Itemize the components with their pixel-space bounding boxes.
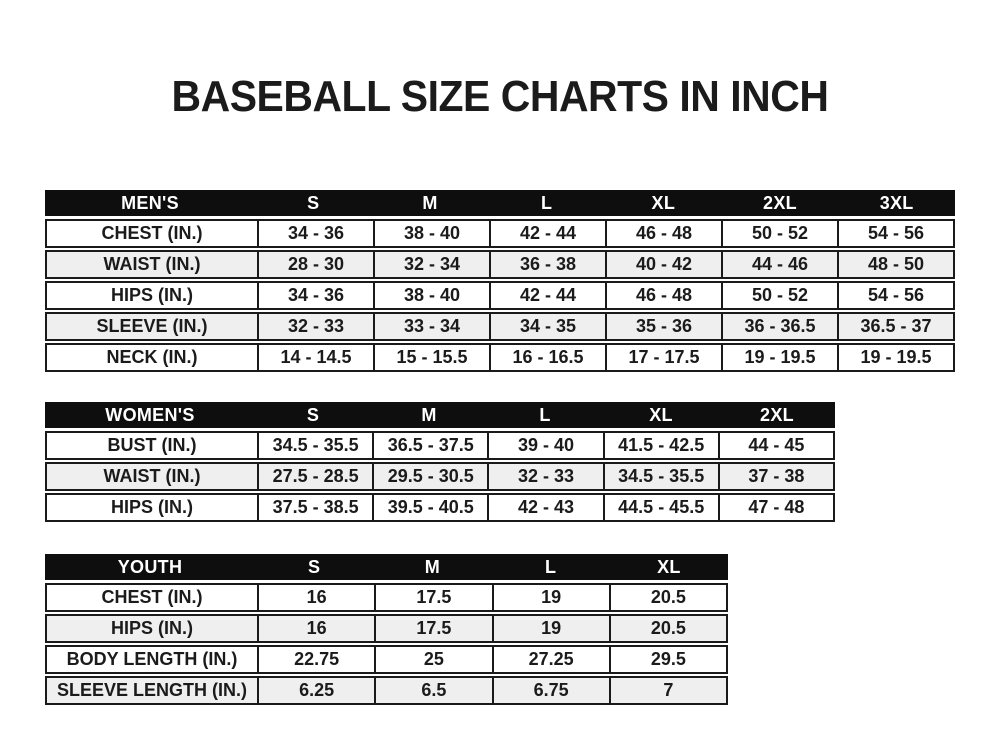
- size-value: 17.5: [374, 585, 491, 610]
- size-value: 54 - 56: [837, 221, 953, 246]
- youth-table-header: [45, 554, 728, 580]
- size-value: 28 - 30: [257, 252, 373, 277]
- size-value: 19: [492, 616, 609, 641]
- size-value: 42 - 44: [489, 283, 605, 308]
- size-value: 47 - 48: [718, 495, 833, 520]
- size-value: 33 - 34: [373, 314, 489, 339]
- size-column-header: L: [544, 557, 557, 577]
- size-value: 32 - 33: [257, 314, 373, 339]
- table-row: [45, 250, 955, 279]
- size-value: 34 - 35: [489, 314, 605, 339]
- table-row: [45, 462, 835, 491]
- size-value: 7: [609, 678, 726, 703]
- womens-table-header: [45, 402, 835, 428]
- size-value: 25: [374, 647, 491, 672]
- row-label: BUST (IN.): [107, 435, 197, 455]
- size-value: 17 - 17.5: [605, 345, 721, 370]
- size-value: 39.5 - 40.5: [372, 495, 487, 520]
- size-value: 40 - 42: [605, 252, 721, 277]
- youth-size-table: [45, 554, 728, 705]
- womens-size-table: [45, 402, 835, 522]
- size-value: 50 - 52: [721, 283, 837, 308]
- size-value: 36.5 - 37.5: [372, 433, 487, 458]
- size-value: 42 - 43: [487, 495, 602, 520]
- size-value: 14 - 14.5: [257, 345, 373, 370]
- size-column-header: 3XL: [879, 193, 914, 213]
- size-value: 34.5 - 35.5: [257, 433, 372, 458]
- size-value: 16: [257, 616, 374, 641]
- size-value: 6.25: [257, 678, 374, 703]
- size-value: 6.5: [374, 678, 491, 703]
- row-label: SLEEVE (IN.): [96, 316, 208, 336]
- row-label: CHEST (IN.): [101, 223, 203, 243]
- size-value: 20.5: [609, 585, 726, 610]
- table-row: [45, 431, 835, 460]
- size-value: 37.5 - 38.5: [257, 495, 372, 520]
- table-row: [45, 645, 728, 674]
- size-value: 36.5 - 37: [837, 314, 953, 339]
- size-value: 17.5: [374, 616, 491, 641]
- size-value: 46 - 48: [605, 283, 721, 308]
- size-value: 29.5 - 30.5: [372, 464, 487, 489]
- size-value: 50 - 52: [721, 221, 837, 246]
- size-column-header: XL: [651, 193, 676, 213]
- row-label: SLEEVE LENGTH (IN.): [56, 680, 247, 700]
- size-column-header: M: [422, 193, 438, 213]
- size-value: 37 - 38: [718, 464, 833, 489]
- size-value: 38 - 40: [373, 283, 489, 308]
- size-value: 19 - 19.5: [837, 345, 953, 370]
- size-value: 32 - 33: [487, 464, 602, 489]
- size-value: 44 - 45: [718, 433, 833, 458]
- size-value: 27.25: [492, 647, 609, 672]
- size-value: 22.75: [257, 647, 374, 672]
- table-row: [45, 219, 955, 248]
- table-row: [45, 614, 728, 643]
- size-value: 34 - 36: [257, 221, 373, 246]
- size-column-header: 2XL: [760, 405, 794, 425]
- size-value: 6.75: [492, 678, 609, 703]
- table-row: [45, 676, 728, 705]
- row-label: HIPS (IN.): [110, 285, 193, 305]
- row-label: HIPS (IN.): [110, 618, 193, 638]
- size-column-header: M: [424, 557, 441, 577]
- size-column-header: S: [307, 193, 320, 213]
- row-label: WAIST (IN.): [103, 466, 201, 486]
- size-value: 16: [257, 585, 374, 610]
- size-column-header: 2XL: [763, 193, 797, 213]
- size-value: 39 - 40: [487, 433, 602, 458]
- size-value: 19 - 19.5: [721, 345, 837, 370]
- table-row: [45, 312, 955, 341]
- row-label: WAIST (IN.): [103, 254, 201, 274]
- size-column-header: L: [541, 193, 553, 213]
- size-column-header: S: [306, 405, 320, 425]
- size-value: 48 - 50: [837, 252, 953, 277]
- size-value: 32 - 34: [373, 252, 489, 277]
- row-label: NECK (IN.): [106, 347, 198, 367]
- size-value: 19: [492, 585, 609, 610]
- size-column-header: S: [307, 557, 321, 577]
- size-value: 42 - 44: [489, 221, 605, 246]
- size-value: 34.5 - 35.5: [603, 464, 718, 489]
- page-title: BASEBALL SIZE CHARTS IN INCH: [171, 72, 829, 121]
- size-value: 29.5: [609, 647, 726, 672]
- row-label: CHEST (IN.): [101, 587, 203, 607]
- size-value: 36 - 38: [489, 252, 605, 277]
- mens-table-header: [45, 190, 955, 216]
- size-value: 20.5: [609, 616, 726, 641]
- row-label: BODY LENGTH (IN.): [66, 649, 238, 669]
- size-value: 54 - 56: [837, 283, 953, 308]
- womens-group-label: WOMEN'S: [105, 405, 195, 425]
- size-value: 15 - 15.5: [373, 345, 489, 370]
- size-column-header: M: [421, 405, 437, 425]
- size-column-header: L: [539, 405, 551, 425]
- size-value: 41.5 - 42.5: [603, 433, 718, 458]
- table-row: [45, 493, 835, 522]
- size-value: 38 - 40: [373, 221, 489, 246]
- table-row: [45, 583, 728, 612]
- size-column-header: XL: [657, 557, 681, 577]
- table-row: [45, 281, 955, 310]
- size-value: 44 - 46: [721, 252, 837, 277]
- size-value: 35 - 36: [605, 314, 721, 339]
- youth-group-label: YOUTH: [117, 557, 183, 577]
- table-row: [45, 343, 955, 372]
- size-value: 34 - 36: [257, 283, 373, 308]
- size-column-header: XL: [649, 405, 673, 425]
- mens-size-table: [45, 190, 955, 372]
- row-label: HIPS (IN.): [110, 497, 193, 517]
- size-value: 46 - 48: [605, 221, 721, 246]
- mens-group-label: MEN'S: [121, 193, 179, 213]
- size-value: 27.5 - 28.5: [257, 464, 372, 489]
- size-value: 36 - 36.5: [721, 314, 837, 339]
- size-value: 44.5 - 45.5: [603, 495, 718, 520]
- size-value: 16 - 16.5: [489, 345, 605, 370]
